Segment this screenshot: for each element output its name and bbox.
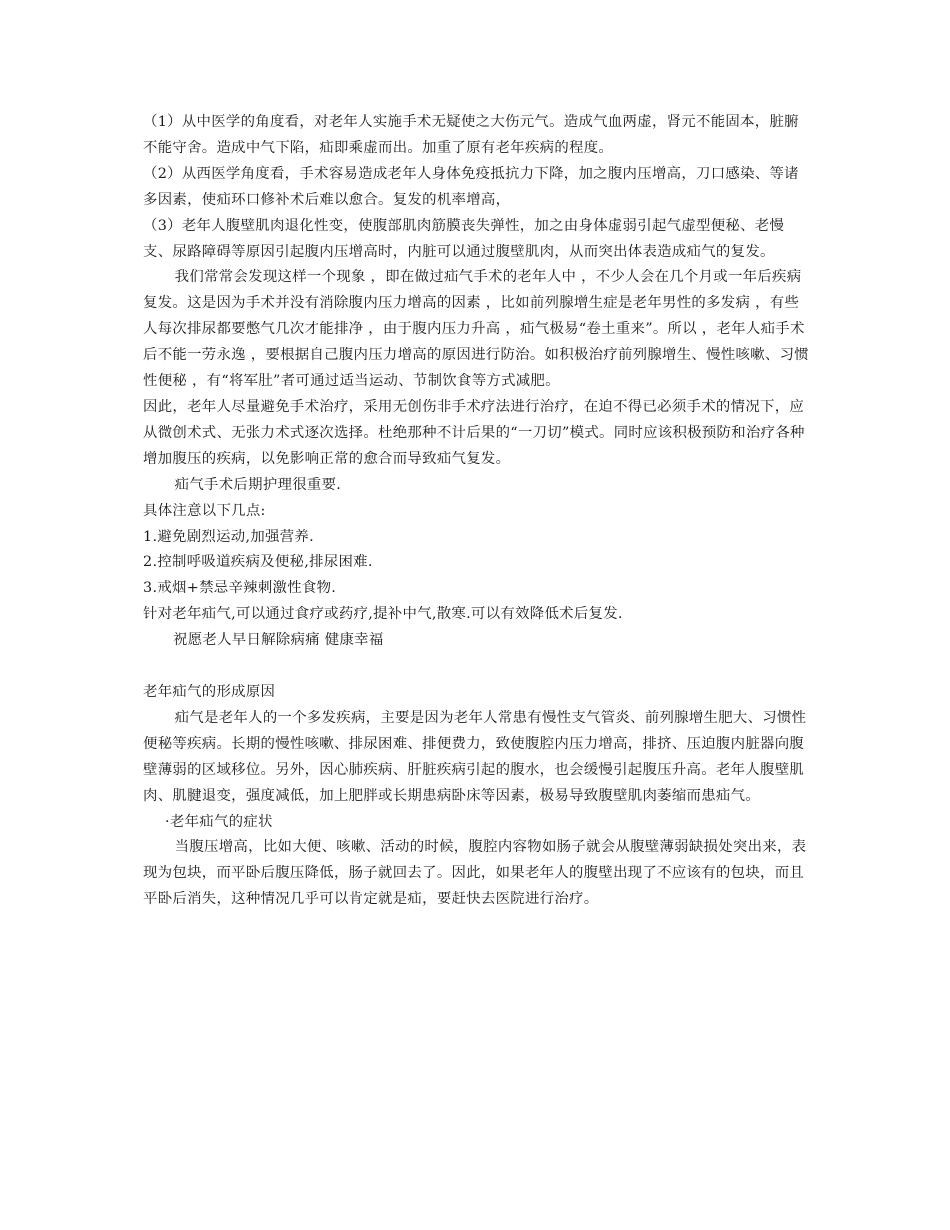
paragraph-western-view: （2）从西医学角度看，手术容易造成老年人身体免疫抵抗力下降，加之腹内压增高，刀口感染、等诸多因素，使疝环口修补术后难以愈合。复发的机率增高， [143, 165, 799, 208]
document-body [143, 110, 813, 913]
list-item-3: 3.戒烟+禁忌辛辣刺激性食物. [143, 580, 337, 597]
list-item-1: 1.避免剧烈运动,加强营养. [143, 528, 314, 545]
paragraph-postop-care: 疝气手术后期护理很重要. [174, 476, 342, 493]
paragraph-avoid-surgery: 因此，老年人尽量避免手术治疗，采用无创伤非手术疗法进行治疗，在迫不得已必须手术的情况下，应从微创术式、无张力术式逐次选择。杜绝那种不计后果的“一刀切”模式。同时应该积极预防和治疗各种增加腹压的疾病，以免影响正常的愈合而导致疝气复发。 [143, 398, 805, 467]
section-heading-causes: 老年疝气的形成原因 [143, 684, 276, 701]
paragraph-recurrence-phenomenon: 我们常常会发现这样一个现象 ，即在做过疝气手术的老年人中 ，不少人会在几个月或一年后疾病复发。这是因为手术并没有消除腹内压力增高的因素 ，比如前列腺增生症是老年男性的多发病 ，有些人每次排尿都要憋气几次才能排净 ，由于腹内压力升高 ，疝气极易“卷土重来”。所以 ，老年人疝手术后不能一劳永逸 ，要根据自己腹内压力增高的原因进行防治。如积极治疗前列腺增生、慢性咳嗽、习惯性便秘 ，有“将军肚”者可通过适当运动、节制饮食等方式减肥。 [143, 269, 809, 390]
paragraph-symptoms: 当腹压增高，比如大便、咳嗽、活动的时候，腹腔内容物如肠子就会从腹壁薄弱缺损处突出来，表现为包块，而平卧后腹压降低，肠子就回去了。因此，如果老年人的腹壁出现了不应该有的包块，而且平卧后消失，这种情况几乎可以肯定就是疝，要赶快去医院进行治疗。 [143, 839, 807, 908]
paragraph-wishes: 祝愿老人早日解除病痛 健康幸福 [173, 632, 384, 649]
section-heading-symptoms: ·老年疝气的症状 [165, 813, 273, 830]
paragraph-notes-heading: 具体注意以下几点: [143, 502, 266, 519]
paragraph-abdominal-wall: （3）老年人腹壁肌肉退化性变，使腹部肌肉筋膜丧失弹性，加之由身体虚弱引起气虚型便秘、老慢支、尿路障碍等原因引起腹内压增高时，内脏可以通过腹壁肌肉，从而突出体表造成疝气的复发。 [143, 217, 785, 260]
paragraph-diet-therapy: 针对老年疝气,可以通过食疗或药疗,提补中气,散寒.可以有效降低术后复发. [143, 606, 623, 623]
paragraph-tcm-view: （1）从中医学的角度看，对老年人实施手术无疑使之大伤元气。造成气血两虚，肾元不能固本，脏腑不能守舍。造成中气下陷，疝即乘虚而出。加重了原有老年疾病的程度。 [143, 114, 799, 156]
list-item-2: 2.控制呼吸道疾病及便秘,排尿困难. [143, 554, 373, 571]
blank-line [143, 654, 813, 680]
paragraph-causes: 疝气是老年人的一个多发疾病，主要是因为老年人常患有慢性支气管炎、前列腺增生肥大、习惯性便秘等疾病。长期的慢性咳嗽、排尿困难、排便费力，致使腹腔内压力增高，排挤、压迫腹内脏器向腹壁薄弱的区域移位。另外，因心肺疾病、肝脏疾病引起的腹水，也会缓慢引起腹压升高。老年人腹壁肌肉、肌腱退变，强度减低，加上肥胖或长期患病卧床等因素，极易导致腹壁肌肉萎缩而患疝气。 [143, 709, 807, 804]
